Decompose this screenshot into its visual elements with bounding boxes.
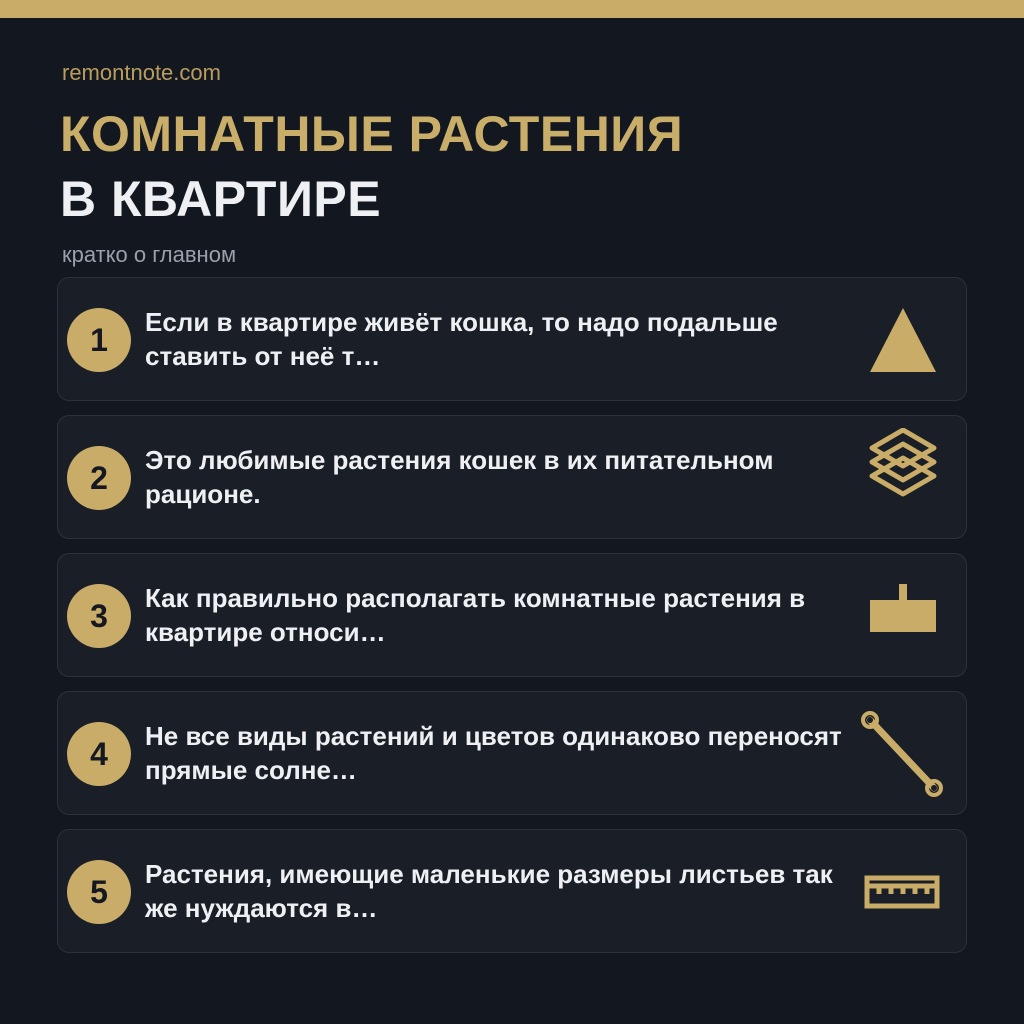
- wrench-icon: [848, 704, 958, 804]
- number-badge: 2: [67, 446, 131, 510]
- triangle-icon: [848, 290, 958, 390]
- list-item: [57, 277, 967, 401]
- list-item: [57, 415, 967, 539]
- item-text: Растения, имеющие маленькие размеры листьев так же нуждаются в…: [145, 859, 833, 923]
- number-badge: 3: [67, 584, 131, 648]
- block-icon: [848, 566, 958, 666]
- item-text: Не все виды растений и цветов одинаково переносят прямые солне…: [145, 721, 842, 785]
- ruler-icon: [848, 842, 958, 942]
- list-item: [57, 553, 967, 677]
- number-badge: 4: [67, 722, 131, 786]
- list-item: [57, 691, 967, 815]
- subtitle: кратко о главном: [62, 242, 237, 267]
- top-accent-bar: [0, 0, 1024, 18]
- number-badge: 5: [67, 860, 131, 924]
- site-name: remontnote.com: [62, 60, 221, 85]
- title-line-1: КОМНАТНЫЕ РАСТЕНИЯ: [60, 106, 684, 162]
- title-line-2: В КВАРТИРЕ: [60, 171, 382, 227]
- number-badge: 1: [67, 308, 131, 372]
- item-text: Если в квартире живёт кошка, то надо подальше ставить от неё т…: [145, 307, 778, 371]
- item-text: Это любимые растения кошек в их питательном рационе.: [145, 445, 774, 509]
- layers-icon: [848, 428, 958, 528]
- list-item: [57, 829, 967, 953]
- item-text: Как правильно располагать комнатные растения в квартире относи…: [145, 583, 806, 647]
